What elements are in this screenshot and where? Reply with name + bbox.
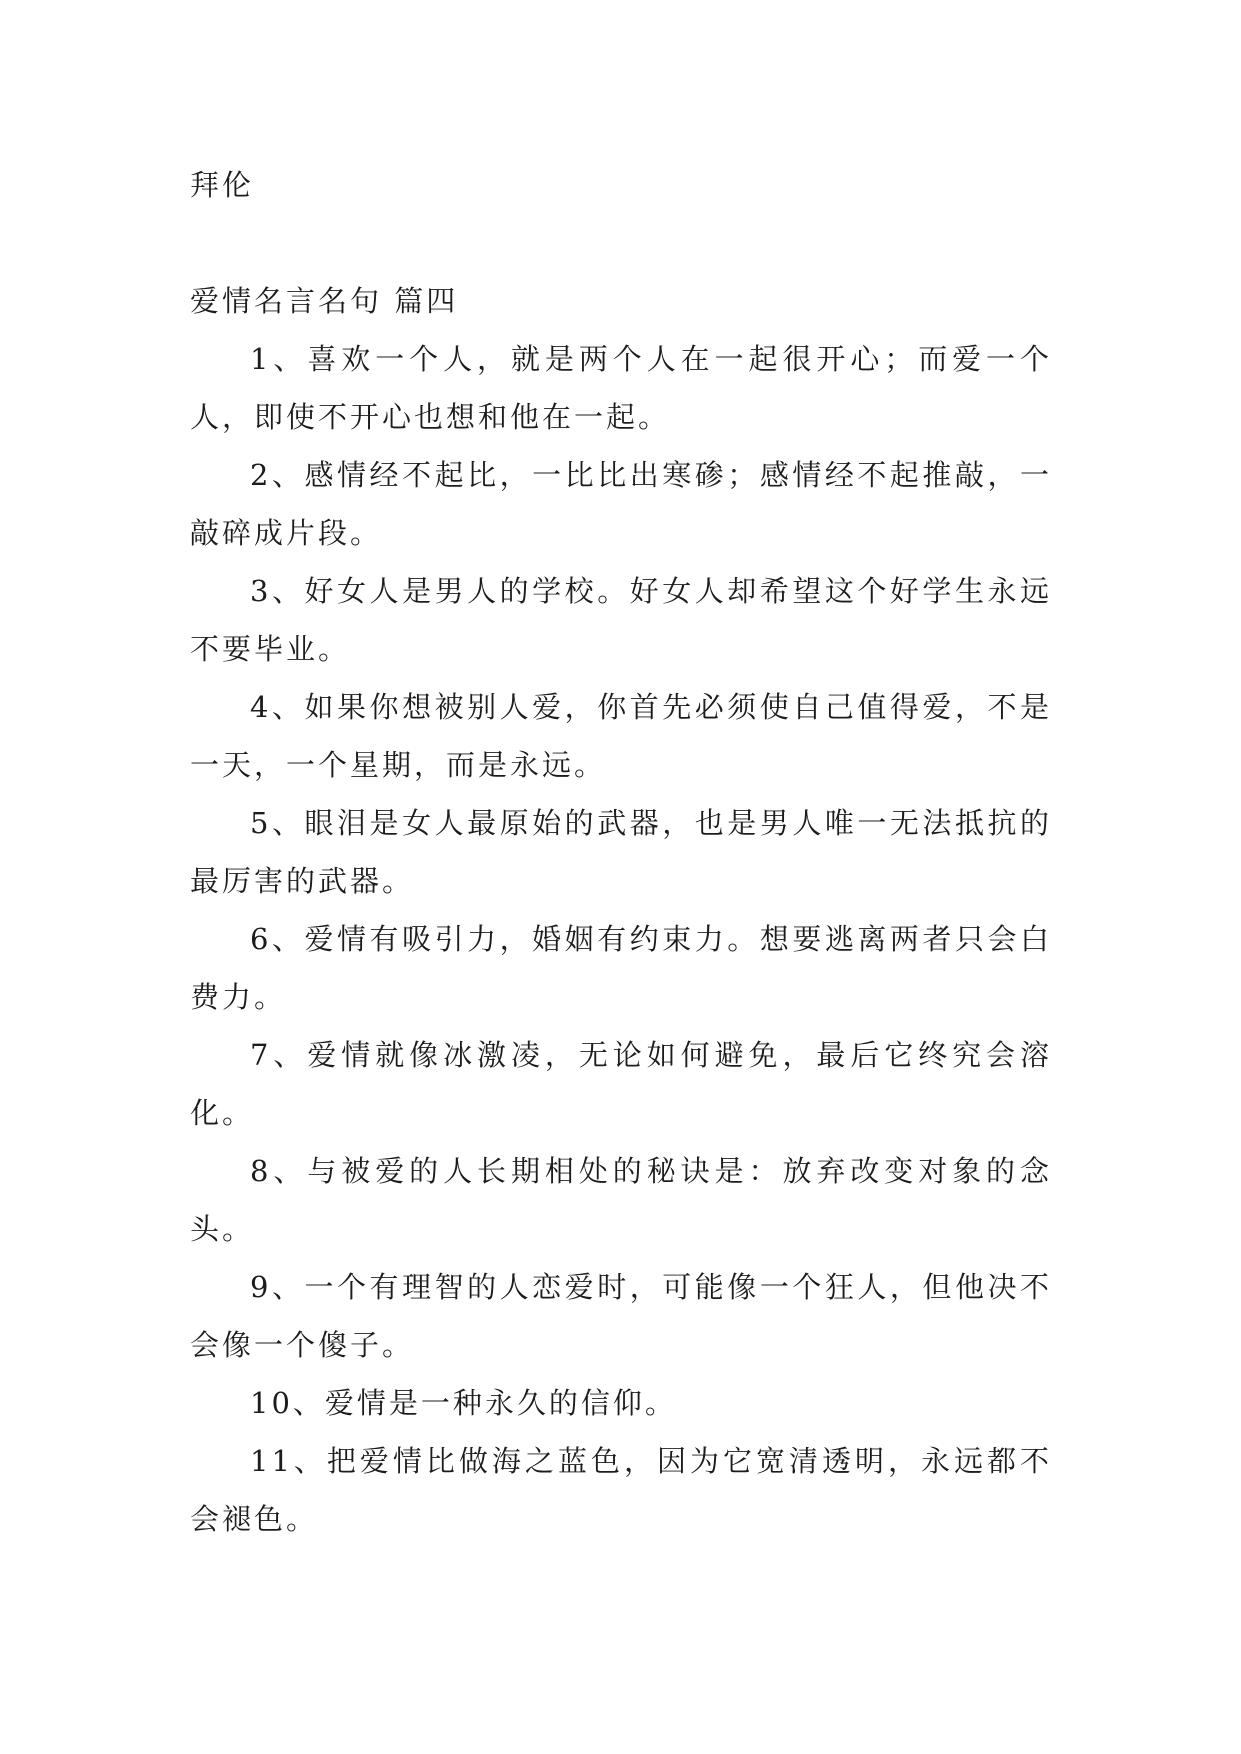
document-body [190,156,1052,1548]
quote-paragraph: 1、喜欢一个人，就是两个人在一起很开心；而爱一个人，即使不开心也想和他在一起。 [190,342,1052,434]
quote-paragraph: 9、一个有理智的人恋爱时，可能像一个狂人，但他决不会像一个傻子。 [190,1270,1052,1362]
section-title: 爱情名言名句 篇四 [190,284,459,318]
author-line: 拜伦 [190,168,255,202]
quote-paragraph: 7、爱情就像冰激凌，无论如何避免，最后它终究会溶化。 [190,1038,1052,1130]
quote-paragraph: 6、爱情有吸引力，婚姻有约束力。想要逃离两者只会白费力。 [190,922,1052,1014]
quote-paragraph: 8、与被爱的人长期相处的秘诀是：放弃改变对象的念头。 [190,1154,1052,1246]
quote-paragraph: 4、如果你想被别人爱，你首先必须使自己值得爱，不是一天，一个星期，而是永远。 [190,690,1052,782]
quote-paragraph: 11、把爱情比做海之蓝色，因为它宽清透明，永远都不会褪色。 [190,1444,1052,1536]
quote-paragraph: 10、爱情是一种永久的信仰。 [250,1386,677,1420]
quote-paragraph: 2、感情经不起比，一比比出寒碜；感情经不起推敲，一敲碎成片段。 [190,458,1052,550]
quote-paragraph: 3、好女人是男人的学校。好女人却希望这个好学生永远不要毕业。 [190,574,1052,666]
quote-paragraph: 5、眼泪是女人最原始的武器，也是男人唯一无法抵抗的最厉害的武器。 [190,806,1052,898]
